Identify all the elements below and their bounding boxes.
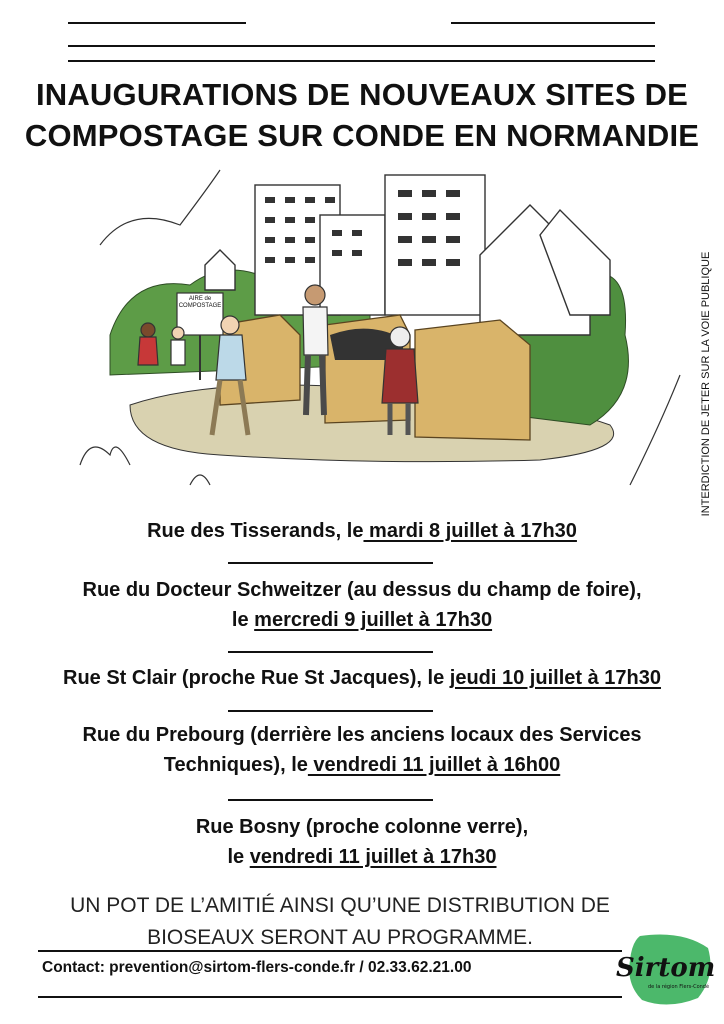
schedule-date-3: jeudi 10 juillet à 17h30 xyxy=(449,667,661,689)
page-title xyxy=(20,74,704,156)
top-rule-right xyxy=(451,22,655,24)
svg-text:Sirtom: Sirtom xyxy=(616,953,716,983)
sign-line-1: AIRE de xyxy=(188,296,212,302)
apero-line-1: UN POT DE L’AMITIÉ AINSI QU’UNE DISTRIBUTION DE xyxy=(70,894,610,917)
schedule-item-3 xyxy=(0,663,724,693)
footer-rule-2 xyxy=(38,996,622,998)
footer-rule-1 xyxy=(38,950,622,952)
schedule-date-4: vendredi 11 juillet à 16h00 xyxy=(307,754,561,776)
contact-line: Contact: prevention@sirtom-flers-conde.fr / 02.33.62.21.00 xyxy=(42,959,472,976)
compost-site-illustration-icon xyxy=(70,165,690,515)
schedule-date-5: vendredi 11 juillet à 17h30 xyxy=(249,846,497,868)
side-notice: INTERDICTION DE JETER SUR LA VOIE PUBLIQUE xyxy=(700,251,712,517)
schedule-place-4: Rue du Prebourg (derrière les anciens locaux des Services xyxy=(82,724,642,746)
separator-2 xyxy=(228,651,433,653)
schedule-date-1: mardi 8 juillet à 17h30 xyxy=(363,520,577,542)
schedule-place-3: Rue St Clair (proche Rue St Jacques), le xyxy=(63,667,450,689)
schedule-prefix-2: le xyxy=(231,609,255,631)
schedule-item-4 xyxy=(0,720,724,780)
top-rule-full-1 xyxy=(68,45,655,47)
title-line-1: INAUGURATIONS DE NOUVEAUX SITES DE xyxy=(35,77,689,112)
svg-text:de la région Flers-Condé: de la région Flers-Condé xyxy=(648,984,710,990)
schedule-prefix-5: le xyxy=(227,846,250,868)
schedule-place-2: Rue du Docteur Schweitzer (au dessus du champ de foire), xyxy=(82,579,642,601)
separator-4 xyxy=(228,799,433,801)
schedule-item-2 xyxy=(0,575,724,635)
apero-notice xyxy=(20,890,660,954)
apero-line-2: BIOSEAUX SERONT AU PROGRAMME. xyxy=(147,926,533,949)
title-line-2: COMPOSTAGE SUR CONDE EN NORMANDIE xyxy=(24,118,700,153)
separator-1 xyxy=(228,562,433,564)
separator-3 xyxy=(228,710,433,712)
compost-sign xyxy=(177,296,223,310)
top-rule-left xyxy=(68,22,246,24)
top-rule-full-2 xyxy=(68,60,655,62)
schedule-date-2: mercredi 9 juillet à 17h30 xyxy=(254,609,493,631)
schedule-item-1 xyxy=(0,516,724,546)
schedule-place-1: Rue des Tisserands, le xyxy=(147,520,364,542)
schedule-place-5: Rue Bosny (proche colonne verre), xyxy=(195,816,529,838)
sign-line-2: COMPOSTAGE xyxy=(178,303,222,309)
schedule-item-5 xyxy=(0,812,724,872)
schedule-line2-4: Techniques), le xyxy=(163,754,308,776)
sirtom-logo-icon xyxy=(612,930,716,1010)
